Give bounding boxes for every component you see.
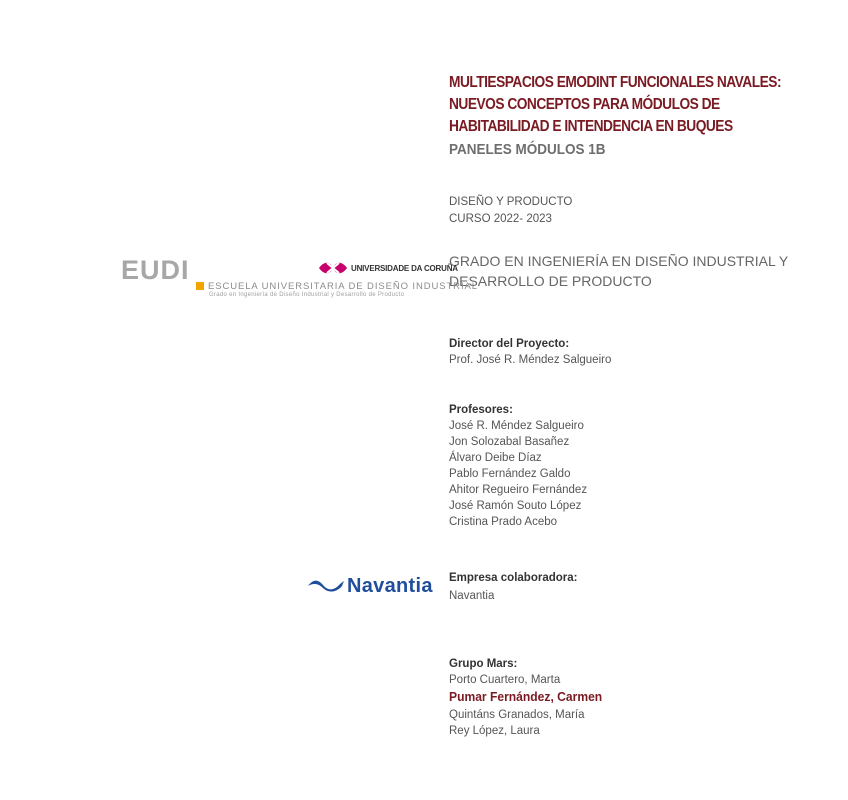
course-subject: DISEÑO Y PRODUCTO <box>449 196 573 208</box>
list-item: Álvaro Deibe Díaz <box>449 452 542 464</box>
grupo-member: Pumar Fernández, Carmen <box>449 689 603 704</box>
title-line-3: HABITABILIDAD E INTENDENCIA EN BUQUES <box>449 118 733 135</box>
navantia-logo <box>307 577 345 598</box>
list-item: José Ramón Souto López <box>449 500 582 512</box>
document-title <box>449 72 782 138</box>
grupo-member: Quintáns Granados, María <box>449 709 585 721</box>
udc-name: UNIVERSIDADE DA CORUÑA <box>351 264 458 273</box>
grupo-member-highlighted <box>449 688 614 705</box>
udc-emblem-icon <box>318 260 348 276</box>
empresa-heading: Empresa colaboradora: <box>449 572 578 584</box>
director-heading: Director del Proyecto: <box>449 338 570 350</box>
grupo-heading: Grupo Mars: <box>449 658 518 670</box>
list-item: Cristina Prado Acebo <box>449 516 558 528</box>
list-item: José R. Méndez Salgueiro <box>449 420 584 432</box>
degree-line-2: DESARROLLO DE PRODUCTO <box>449 273 652 289</box>
eudi-school-name: ESCUELA UNIVERSITARIA DE DISEÑO INDUSTRIAL <box>208 281 478 292</box>
eudi-accent-square <box>196 282 204 290</box>
title-line-2: NUEVOS CONCEPTOS PARA MÓDULOS DE <box>449 96 720 113</box>
navantia-wordmark: Navantia <box>347 575 433 597</box>
udc-logo <box>318 260 348 281</box>
eudi-acronym: EUDI <box>121 255 190 285</box>
degree-title <box>449 251 788 291</box>
navantia-wave-icon <box>307 577 345 593</box>
course-year: CURSO 2022- 2023 <box>449 213 552 225</box>
grupo-member: Rey López, Laura <box>449 725 540 737</box>
empresa-name: Navantia <box>449 590 495 602</box>
grupo-member: Porto Cuartero, Marta <box>449 674 561 686</box>
document-subtitle: PANELES MÓDULOS 1B <box>449 141 606 158</box>
list-item: Ahitor Regueiro Fernández <box>449 484 588 496</box>
eudi-degree-name: Grado en Ingeniería de Diseño Industrial y Desarrollo de Producto <box>209 292 405 298</box>
director-name: Prof. José R. Méndez Salgueiro <box>449 354 612 366</box>
title-line-1: MULTIESPACIOS EMODINT FUNCIONALES NAVALES: <box>449 74 782 91</box>
profesores-list <box>449 418 587 530</box>
profesores-heading: Profesores: <box>449 404 513 416</box>
list-item: Jon Solozabal Basañez <box>449 436 570 448</box>
degree-line-1: GRADO EN INGENIERÍA EN DISEÑO INDUSTRIAL Y <box>449 253 789 269</box>
list-item: Pablo Fernández Galdo <box>449 468 571 480</box>
